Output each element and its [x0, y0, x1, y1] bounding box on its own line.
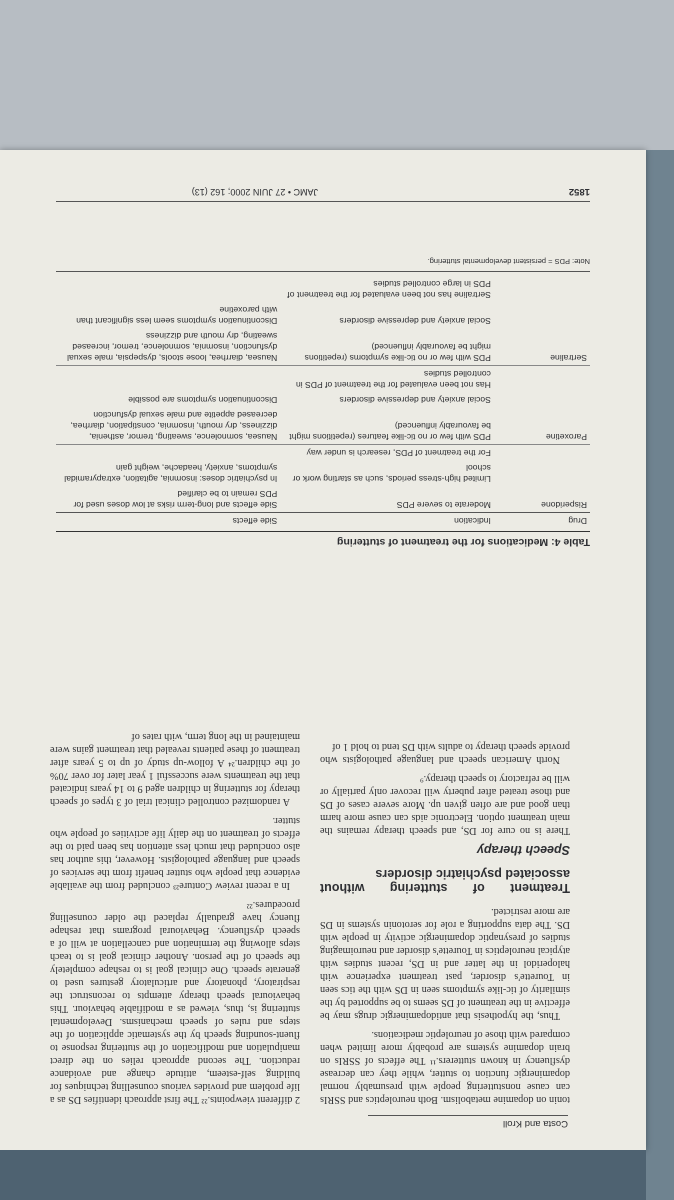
table-row	[56, 276, 590, 302]
indication-cell: Limited high-stress periods, such as starting work or school	[292, 463, 491, 484]
right-column	[50, 724, 300, 1106]
indication-cell: PDS with few or no tic-like features (repetitions might be favourably influenced)	[280, 407, 494, 445]
drug-cell	[494, 445, 590, 461]
drug-cell: Sertraline	[494, 328, 590, 366]
table-note: Note: PDS = persistent developmental stuttering.	[56, 255, 590, 272]
table-row	[56, 328, 590, 366]
table-body	[56, 276, 590, 513]
side-effects-cell: Side effects and long-term risks at low doses used for PDS remain to be clarified	[56, 486, 280, 513]
indication-cell: Social anxiety and depressive disorders	[339, 316, 491, 326]
background-surface-bottom	[0, 1150, 646, 1200]
right-paragraph-2: In a recent review Conture²³ concluded from the available evidence that people who stutter benefit from the services of speech and language pathologists. However, this author has also concluded that much less attention has been paid to the effects of treatment on the daily life activities of people who stutter.	[50, 815, 300, 891]
left-paragraph-4: North American speech and language pathologists who provide speech therapy to adults with DS tend to hold 1 of	[320, 741, 570, 765]
paper-sheet	[0, 150, 646, 1150]
indication-cell: Has not been evaluated for the treatment of PDS in controlled studies	[295, 369, 491, 390]
side-effects-cell: Nausea, diarrhea, loose stools, dyspepsia, male sexual dysfunction, insomnia, somnolence, tremor, increased sweating, dry mouth and dizziness	[56, 328, 280, 366]
indication-cell: Moderate to severe PDS	[280, 486, 494, 513]
journal-citation: JAMC • 27 JUIN 2000; 162 (13)	[191, 187, 318, 197]
background-surface-top	[0, 0, 674, 150]
table-row	[56, 460, 590, 486]
medications-grid	[56, 276, 590, 528]
side-effects-cell	[56, 276, 280, 302]
table-header-row	[56, 513, 590, 529]
left-paragraph-3: There is no cure for DS, and speech therapy remains the main treatment option. Electronic aids can cause more harm than good and are often given up. More severe cases of DS and those treated after puberty will recover only partially or will be refractory to speech therapy.⁹	[320, 773, 570, 836]
header-drug: Drug	[494, 513, 590, 529]
drug-cell	[494, 302, 590, 328]
side-effects-cell	[56, 445, 280, 461]
table-row	[56, 407, 590, 445]
side-effects-cell: Nausea, somnolence, sweating, tremor, asthenia, dizziness, dry mouth, insomnia, constipation, diarrhea, decreased appetite and male sexual dysfunction	[56, 407, 280, 445]
drug-cell: Paroxetine	[494, 407, 590, 445]
drug-cell	[494, 366, 590, 393]
drug-cell	[494, 460, 590, 486]
table-row	[56, 486, 590, 513]
indication-cell: Social anxiety and depressive disorders	[339, 395, 491, 405]
drug-cell	[494, 276, 590, 302]
drug-cell: Risperidone	[494, 486, 590, 513]
table-row	[56, 445, 590, 461]
header-side-effects: Side effects	[56, 513, 280, 529]
background-surface-right	[646, 150, 674, 1200]
running-head: Costa and Kroll	[503, 1118, 568, 1129]
side-effects-cell	[56, 366, 280, 393]
table-title: Table 4: Medications for the treatment of stuttering	[56, 531, 590, 548]
running-head-rule	[368, 1115, 568, 1116]
right-paragraph-3: A randomized controlled clinical trial of 3 types of speech therapy for stuttering in children aged 9 to 14 years indicated that the treatments were successful 1 year later for over 70% of the children.²⁴ A follow-up study of up to 5 years after treatment of these patients revealed that treatment gains were maintained in the long term, with rates of	[50, 731, 300, 807]
table-row	[56, 302, 590, 328]
drug-cell	[494, 392, 590, 407]
header-indication: Indication	[280, 513, 494, 529]
indication-cell: PDS with few or no tic-like symptoms (repetitions might be favourably influenced)	[280, 328, 494, 366]
page-content-rotated	[0, 150, 646, 1150]
indication-cell: Sertraline has not been evaluated for the treatment of PDS in large controlled studies	[287, 279, 491, 300]
right-paragraph-1: 2 different viewpoints.²² The first approach identifies DS as a life problem and provides various counselling techniques for building self-esteem, attitude change and avoidance reduction. The second approach relies on the direct manipulation and modification of the stuttering response to fluent-sounding speech by the systematic application of the steps and rules of speech mechanisms. Developmental stuttering is, thus, viewed as a modifiable behaviour. This behavioural speech therapy attempts to reconstruct the respiratory, phonatory and articulatory gestures used to generate speech. One clinical goal is to reshape completely the speech of the person. Another clinical goal is to teach steps allowing the termination and cancellation at will of a speech dysfluency. Behavioural programs that reshape fluency have gradually replaced the older counselling procedures.²²	[50, 899, 300, 1105]
section-heading-treatment: Treatment of stuttering without associated psychiatric disorders	[320, 867, 570, 895]
side-effects-cell: Discontinuation symptoms seem less significant than with paroxetine	[76, 305, 278, 326]
left-paragraph-1: tonin on dopamine metabolism. Both neuroleptics and SSRIs can cause nonstuttering people with presumably normal dopaminergic function to stutter, while they can decrease dysfluency in known stutterers.¹¹ The effects of SSRIs on brain dopamine systems are probably more limited when compared with those of neuroleptic medications.	[320, 1029, 570, 1105]
table-row	[56, 392, 590, 407]
side-effects-cell: Discontinuation symptoms are possible	[128, 395, 278, 405]
subsection-heading-speech-therapy: Speech therapy	[476, 843, 570, 857]
page-number: 1852	[568, 186, 590, 197]
left-column	[320, 734, 570, 1106]
footer-rule	[56, 201, 590, 202]
indication-cell: For the treatment of PDS, research is under way	[306, 448, 491, 458]
medications-table	[56, 255, 590, 548]
left-paragraph-2: Thus, the hypothesis that antidopaminergic drugs may be effective in the treatment of DS seems to be supported by the similarity of tic-like symptoms seen in DS with the tics seen in Tourette's disorder, past treatment experience with haloperidol in the latter and in DS, recent studies with atypical neuroleptics in Tourette's disorder and neuroimaging studies of presynaptic dopaminergic activity in people with DS. The data supporting a role for serotonin systems in DS are more restricted.	[320, 906, 570, 1021]
table-row	[56, 366, 590, 393]
side-effects-cell: In psychiatric doses: insomnia, agitation, extrapyramidal symptoms, anxiety, headache, weight gain	[64, 463, 278, 484]
